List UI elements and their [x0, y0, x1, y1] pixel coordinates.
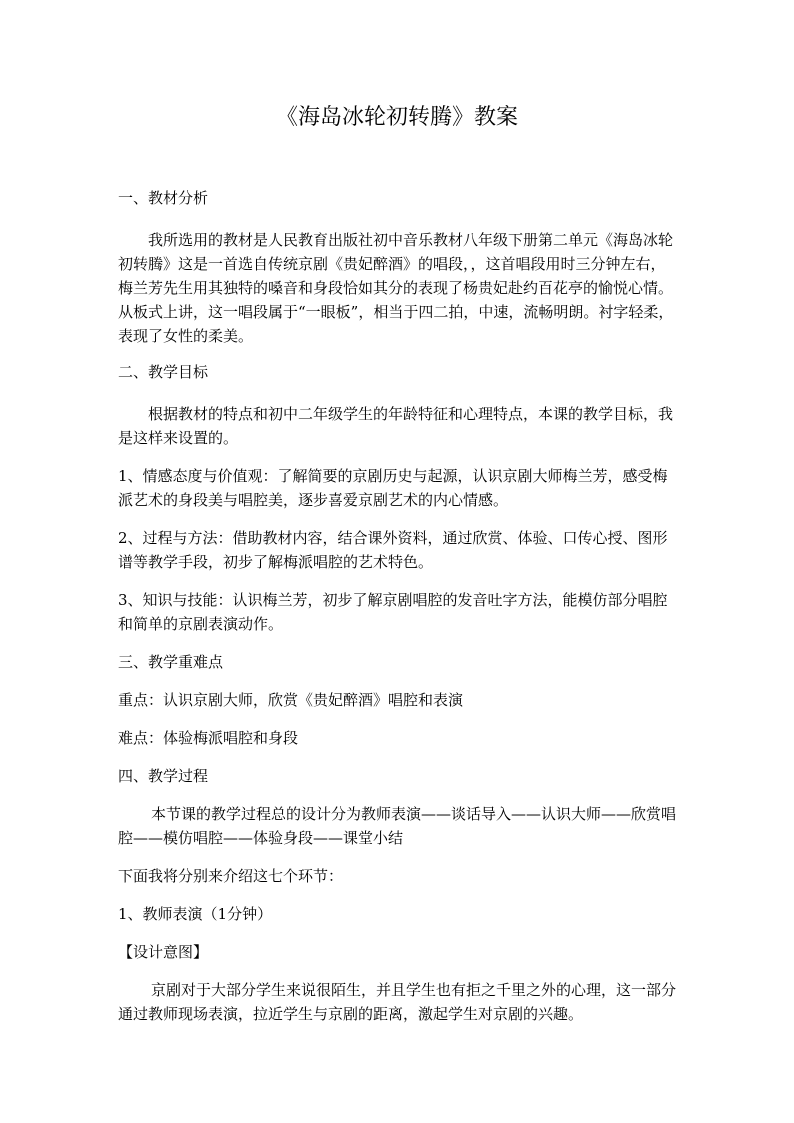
paragraph-seven-steps-intro: 下面我将分别来介绍这七个环节： — [118, 867, 344, 885]
paragraph-goals-intro: 根据教材的特点和初中二年级学生的年龄特征和心理特点，本课的教学目标，我是这样来设置的。 — [118, 405, 674, 447]
section-heading-key-points: 三、教学重难点 — [118, 653, 224, 671]
document-title: 《海岛冰轮初转腾》教案 — [275, 105, 518, 130]
section-heading-textbook-analysis: 一、教材分析 — [118, 189, 209, 207]
paragraph-step-1-title: 1、教师表演（1分钟） — [118, 905, 273, 923]
paragraph-key-point: 重点：认识京剧大师，欣赏《贵妃醉酒》唱腔和表演 — [118, 691, 464, 709]
paragraph-process-overview: 本节课的教学过程总的设计分为教师表演——谈话导入——认识大师——欣赏唱腔——模仿唱腔——体验身段——课堂小结 — [118, 805, 677, 847]
document-body — [118, 186, 680, 1026]
paragraph-design-intent-label: 【设计意图】 — [118, 943, 209, 961]
paragraph-goal-3: 3、知识与技能：认识梅兰芳，初步了解京剧唱腔的发音吐字方法，能模仿部分唱腔和简单的京剧表演动作。 — [118, 591, 668, 633]
section-heading-teaching-process: 四、教学过程 — [118, 767, 209, 785]
paragraph-difficult-point: 难点：体验梅派唱腔和身段 — [118, 729, 299, 747]
paragraph-design-intent: 京剧对于大部分学生来说很陌生，并且学生也有拒之千里之外的心理，这一部分通过教师现场表演，拉近学生与京剧的距离，激起学生对京剧的兴趣。 — [118, 981, 677, 1023]
paragraph-textbook-analysis: 我所选用的教材是人民教育出版社初中音乐教材八年级下册第二单元《海岛冰轮初转腾》这是一首选自传统京剧《贵妃醉酒》的唱段，，这首唱段用时三分钟左右，梅兰芳先生用其独特的嗓音和身段恰如其分的表现了杨贵妃赴约百花亭的愉悦心情。从板式上讲，这一唱段属于“一眼板”，相当于四二拍，中速，流畅明朗。衬字轻柔，表现了女性的柔美。 — [118, 231, 674, 345]
paragraph-goal-2: 2、过程与方法：借助教材内容，结合课外资料，通过欣赏、体验、口传心授、图形谱等教学手段，初步了解梅派唱腔的艺术特色。 — [118, 529, 668, 571]
paragraph-goal-1: 1、情感态度与价值观：了解简要的京剧历史与起源，认识京剧大师梅兰芳，感受梅派艺术的身段美与唱腔美，逐步喜爱京剧艺术的内心情感。 — [118, 467, 668, 509]
section-heading-teaching-goals: 二、教学目标 — [118, 363, 209, 381]
